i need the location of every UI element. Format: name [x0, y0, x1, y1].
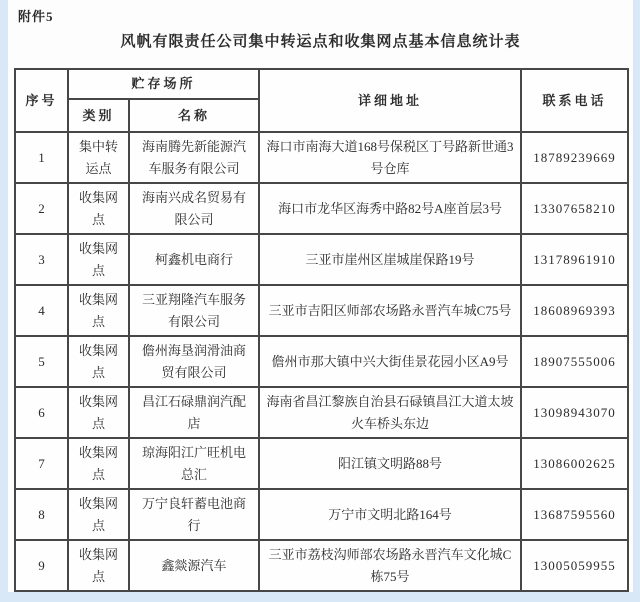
header-index: 序号: [15, 69, 68, 132]
cell-phone: 13178961910: [521, 234, 628, 285]
cell-address: 海南省昌江黎族自治县石碌镇昌江大道太坡火车桥头东边: [259, 387, 521, 438]
table-row: [15, 132, 628, 183]
table-row: [15, 336, 628, 387]
cell-phone: 18907555006: [521, 336, 628, 387]
cell-category: 集中转运点: [68, 132, 129, 183]
table-row: [15, 234, 628, 285]
cell-phone: 13687595560: [521, 489, 628, 540]
table-row: [15, 489, 628, 540]
cell-name: 鑫燚源汽车: [129, 540, 259, 591]
cell-category: 收集网点: [68, 336, 129, 387]
cell-phone: 18608969393: [521, 285, 628, 336]
cell-index: 7: [15, 438, 68, 489]
cell-category: 收集网点: [68, 387, 129, 438]
cell-address: 三亚市吉阳区师部农场路永晋汽车城C75号: [259, 285, 521, 336]
cell-name: 琼海阳江广旺机电总汇: [129, 438, 259, 489]
cell-phone: 13307658210: [521, 183, 628, 234]
cell-index: 5: [15, 336, 68, 387]
cell-name: 柯鑫机电商行: [129, 234, 259, 285]
cell-category: 收集网点: [68, 540, 129, 591]
cell-category: 收集网点: [68, 234, 129, 285]
attachment-label: 附件5: [18, 9, 54, 24]
cell-address: 万宁市文明北路164号: [259, 489, 521, 540]
cell-address: 海口市南海大道168号保税区丁号路新世通3号仓库: [259, 132, 521, 183]
header-category: 类别: [68, 99, 129, 132]
header-storage-place: 贮存场所: [68, 69, 259, 99]
header-row-top: [15, 69, 628, 99]
table-row: [15, 540, 628, 591]
cell-index: 2: [15, 183, 68, 234]
cell-category: 收集网点: [68, 489, 129, 540]
cell-name: 海南兴成名贸易有限公司: [129, 183, 259, 234]
cell-name: 三亚翔隆汽车服务有限公司: [129, 285, 259, 336]
cell-category: 收集网点: [68, 438, 129, 489]
cell-phone: 13086002625: [521, 438, 628, 489]
cell-name: 万宁良轩蓄电池商行: [129, 489, 259, 540]
header-name: 名称: [129, 99, 259, 132]
cell-index: 9: [15, 540, 68, 591]
page-title: 风帆有限责任公司集中转运点和收集网点基本信息统计表: [120, 34, 521, 50]
cell-index: 1: [15, 132, 68, 183]
cell-index: 8: [15, 489, 68, 540]
table-row: [15, 285, 628, 336]
table-row: [15, 387, 628, 438]
header-phone: 联系电话: [521, 69, 628, 132]
cell-index: 6: [15, 387, 68, 438]
table-row: [15, 183, 628, 234]
cell-address: 三亚市崖州区崖城崖保路19号: [259, 234, 521, 285]
cell-name: 昌江石碌鼎润汽配店: [129, 387, 259, 438]
cell-address: 三亚市荔枝沟师部农场路永晋汽车文化城C栋75号: [259, 540, 521, 591]
cell-phone: 13005059955: [521, 540, 628, 591]
cell-category: 收集网点: [68, 285, 129, 336]
cell-index: 3: [15, 234, 68, 285]
cell-name: 儋州海垦润滑油商贸有限公司: [129, 336, 259, 387]
cell-address: 阳江镇文明路88号: [259, 438, 521, 489]
cell-phone: 18789239669: [521, 132, 628, 183]
header-address: 详细地址: [259, 69, 521, 132]
cell-index: 4: [15, 285, 68, 336]
cell-phone: 13098943070: [521, 387, 628, 438]
cell-address: 海口市龙华区海秀中路82号A座首层3号: [259, 183, 521, 234]
document-page: [8, 0, 633, 592]
cell-category: 收集网点: [68, 183, 129, 234]
table-row: [15, 438, 628, 489]
info-table: [14, 68, 629, 592]
cell-address: 儋州市那大镇中兴大街佳景花园小区A9号: [259, 336, 521, 387]
cell-name: 海南腾先新能源汽车服务有限公司: [129, 132, 259, 183]
